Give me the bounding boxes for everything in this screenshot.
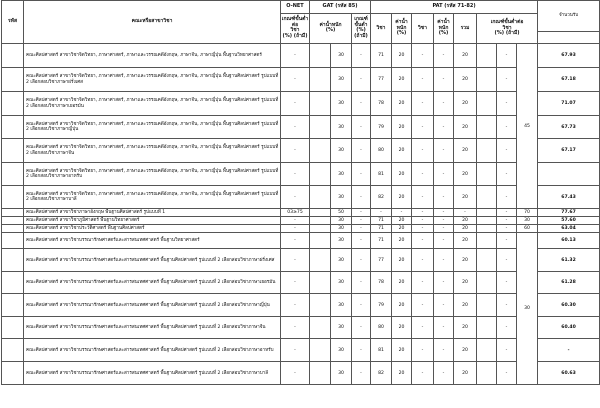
pat-total: 20 — [454, 272, 477, 294]
pat-spacer-1 — [477, 209, 497, 217]
pat-subject-2: - — [412, 217, 434, 225]
pat-weight: 20 — [392, 317, 412, 339]
pat-min: - — [497, 139, 517, 163]
pat-weight-2: - — [434, 217, 454, 225]
pat-subject: 81 — [371, 163, 392, 186]
pat-subject: - — [371, 209, 392, 217]
gat-min: - — [352, 233, 371, 249]
pat-subject-2: - — [412, 92, 434, 116]
header-gat-min — [352, 13, 371, 44]
pat-weight: 20 — [392, 163, 412, 186]
pat-weight: 20 — [392, 217, 412, 225]
min-score: 60.40 — [538, 317, 600, 339]
faculty-name: คณะศิลปศาสตร์ สาขาวิชาบรรณารักษศาสตร์และสารสนเทศศาสตร์ พื้นฐานศิลปศาสตร์ รูปแบบที่ 2 เลือกสอบวิชาภาษาฝรั่งเศส — [24, 249, 281, 272]
pat-total: 20 — [454, 233, 477, 249]
faculty-name: คณะศิลปศาสตร์ สาขาวิชาประวัติศาสตร์ พื้นฐานศิลปศาสตร์ — [24, 225, 281, 233]
faculty-name: คณะศิลปศาสตร์ สาขาวิชาบรรณารักษศาสตร์และสารสนเทศศาสตร์ พื้นฐานศิลปศาสตร์ รูปแบบที่ 2 เลือกสอบวิชาภาษาจีน — [24, 317, 281, 339]
gat-weight: 50 — [331, 209, 352, 217]
table-row — [2, 249, 600, 272]
pat-total: 20 — [454, 249, 477, 272]
pat-spacer-1 — [477, 186, 497, 209]
pat-weight: 20 — [392, 339, 412, 362]
pat-spacer-1 — [477, 217, 497, 225]
gat-spacer — [310, 116, 331, 139]
pat-total: 20 — [454, 139, 477, 163]
pat-spacer-1 — [477, 44, 497, 68]
min-score: 67.43 — [538, 186, 600, 209]
pat-min: - — [497, 209, 517, 217]
seats-merged-1: 45 — [517, 44, 538, 209]
pat-spacer-1 — [477, 116, 497, 139]
pat-subject: 79 — [371, 116, 392, 139]
gat-min: - — [352, 44, 371, 68]
faculty-name: คณะศิลปศาสตร์ สาขาวิชาบรรณารักษศาสตร์และสารสนเทศศาสตร์ พื้นฐานศิลปศาสตร์ รูปแบบที่ 2 เลือกสอบวิชาภาษาอาหรับ — [24, 339, 281, 362]
pat-weight: 20 — [392, 116, 412, 139]
code-cell — [2, 362, 24, 385]
gat-min: - — [352, 249, 371, 272]
min-score: 77.67 — [538, 209, 600, 217]
pat-min: - — [497, 92, 517, 116]
faculty-name: คณะศิลปศาสตร์ สาขาวิชาบรรณารักษศาสตร์และสารสนเทศศาสตร์ พื้นฐานวิทยาศาสตร์ — [24, 233, 281, 249]
faculty-name: คณะศิลปศาสตร์ สาขาวิชาจิตวิทยา, ภาษาศาสตร์, ภาษาและวรรณคดีอังกฤษ, ภาษาจีน, ภาษาญี่ปุ่น พื้นฐานศิลปศาสตร์ รูปแบบที่ 2 เลือกสอบวิชาภาษาจีน — [24, 139, 281, 163]
gat-min: - — [352, 317, 371, 339]
pat-subject: 71 — [371, 233, 392, 249]
pat-weight-2: - — [434, 68, 454, 92]
pat-subject-2: - — [412, 362, 434, 385]
header-onet: O-NET — [281, 1, 310, 14]
onet-min: - — [281, 225, 310, 233]
header-seats: จำนวนรับ — [538, 1, 600, 32]
pat-spacer-1 — [477, 272, 497, 294]
header-gat-weight-unit: (%) — [325, 27, 336, 34]
pat-total: - — [454, 209, 477, 217]
onet-min: - — [281, 68, 310, 92]
pat-total: 20 — [454, 68, 477, 92]
header-pat-weight-2-label: ค่าน้ำหนัก — [437, 18, 450, 31]
pat-weight-2: - — [434, 294, 454, 317]
pat-weight-2: - — [434, 44, 454, 68]
pat-spacer-1 — [477, 362, 497, 385]
pat-weight: 20 — [392, 68, 412, 92]
gat-spacer — [310, 217, 331, 225]
table-row — [2, 339, 600, 362]
pat-min: - — [497, 116, 517, 139]
table-row — [2, 362, 600, 385]
pat-subject: 71 — [371, 217, 392, 225]
gat-spacer — [310, 68, 331, 92]
header-onet-min-unit: (%) (ถ้ามี) — [282, 33, 308, 40]
table-row — [2, 92, 600, 116]
gat-min: - — [352, 139, 371, 163]
pat-min: - — [497, 68, 517, 92]
gat-min: - — [352, 272, 371, 294]
pat-total: 20 — [454, 339, 477, 362]
pat-subject-2: - — [412, 233, 434, 249]
pat-total: 20 — [454, 317, 477, 339]
seats-cell: 60 — [517, 225, 538, 233]
min-score: 60.30 — [538, 294, 600, 317]
header-pat-weight-1-label: ค่าน้ำหนัก — [395, 18, 408, 31]
pat-weight: 20 — [392, 249, 412, 272]
seats-merged-2: 30 — [517, 233, 538, 385]
pat-subject-2: - — [412, 44, 434, 68]
pat-weight: 20 — [392, 362, 412, 385]
table-row — [2, 317, 600, 339]
pat-subject: 78 — [371, 92, 392, 116]
pat-spacer-1 — [477, 92, 497, 116]
header-seats-blank — [538, 31, 600, 44]
header-pat-min-mid: วิชา — [502, 24, 512, 31]
gat-min: - — [352, 339, 371, 362]
code-cell — [2, 225, 24, 233]
table-row — [2, 233, 600, 249]
gat-weight: 30 — [331, 163, 352, 186]
gat-spacer — [310, 272, 331, 294]
admission-table — [1, 0, 600, 385]
pat-weight-2: - — [434, 272, 454, 294]
table-row — [2, 139, 600, 163]
pat-subject-2: - — [412, 249, 434, 272]
header-pat: PAT (รหัส 71-82) — [371, 1, 538, 14]
pat-spacer-1 — [477, 68, 497, 92]
min-score: 67.93 — [538, 44, 600, 68]
pat-weight: 20 — [392, 294, 412, 317]
pat-spacer-1 — [477, 339, 497, 362]
header-gat-min-label: เกณฑ์ขั้นต่ำ — [354, 15, 368, 28]
pat-subject: 71 — [371, 225, 392, 233]
header-gat-weight — [310, 13, 352, 44]
pat-weight: 20 — [392, 233, 412, 249]
pat-spacer-1 — [477, 225, 497, 233]
min-score: 67.18 — [538, 68, 600, 92]
header-pat-min-top: เกณฑ์ขั้นต่ำต่อ — [490, 18, 524, 25]
gat-spacer — [310, 92, 331, 116]
min-score: 71.07 — [538, 92, 600, 116]
gat-weight: 30 — [331, 92, 352, 116]
pat-total: 20 — [454, 362, 477, 385]
pat-subject: 77 — [371, 68, 392, 92]
pat-subject: 77 — [371, 249, 392, 272]
faculty-name: คณะศิลปศาสตร์ สาขาวิชาจิตวิทยา, ภาษาศาสตร์, ภาษาและวรรณคดีอังกฤษ, ภาษาจีน, ภาษาญี่ปุ่น พื้นฐานศิลปศาสตร์ รูปแบบที่ 2 เลือกสอบวิชาภาษาบาลี — [24, 186, 281, 209]
header-pat-total: รวม — [454, 13, 477, 44]
header-onet-min-top: เกณฑ์ขั้นต่ำต่อ — [281, 15, 309, 28]
header-gat-min-unit: (%) (ถ้ามี) — [354, 27, 368, 40]
header-pat-weight-2 — [434, 13, 454, 44]
gat-spacer — [310, 225, 331, 233]
onet-min: - — [281, 339, 310, 362]
pat-weight-2: - — [434, 249, 454, 272]
gat-spacer — [310, 362, 331, 385]
pat-weight: - — [392, 209, 412, 217]
gat-weight: 30 — [331, 139, 352, 163]
pat-subject-2: - — [412, 186, 434, 209]
header-pat-weight-1 — [392, 13, 412, 44]
header-onet-min-mid: วิชา — [290, 27, 300, 34]
code-cell — [2, 249, 24, 272]
code-cell — [2, 92, 24, 116]
pat-spacer-1 — [477, 294, 497, 317]
pat-subject: 81 — [371, 339, 392, 362]
onet-min: - — [281, 116, 310, 139]
min-score: - — [538, 339, 600, 362]
onet-min: - — [281, 186, 310, 209]
pat-min: - — [497, 44, 517, 68]
header-pat-subject-1: วิชา — [371, 13, 392, 44]
pat-subject-2: - — [412, 225, 434, 233]
min-score: 67.73 — [538, 116, 600, 139]
pat-weight: 20 — [392, 44, 412, 68]
pat-spacer-1 — [477, 233, 497, 249]
pat-total: 20 — [454, 44, 477, 68]
gat-weight: 30 — [331, 249, 352, 272]
pat-weight-2: - — [434, 116, 454, 139]
header-pat-min — [477, 13, 538, 44]
code-cell — [2, 163, 24, 186]
pat-subject-2: - — [412, 317, 434, 339]
pat-subject: 80 — [371, 317, 392, 339]
gat-min: - — [352, 186, 371, 209]
pat-min: - — [497, 362, 517, 385]
faculty-name: คณะศิลปศาสตร์ สาขาวิชาบรรณารักษศาสตร์และสารสนเทศศาสตร์ พื้นฐานศิลปศาสตร์ รูปแบบที่ 2 เลือกสอบวิชาภาษาเยอรมัน — [24, 272, 281, 294]
pat-spacer-1 — [477, 249, 497, 272]
pat-subject-2: - — [412, 163, 434, 186]
pat-weight-2: - — [434, 163, 454, 186]
pat-spacer-1 — [477, 163, 497, 186]
header-faculty: คณะหรือสาขาวิชา — [24, 1, 281, 44]
faculty-name: คณะศิลปศาสตร์ สาขาวิชาภาษาอังกฤษ พื้นฐานศิลปศาสตร์ รูปแบบที่ 1 — [24, 209, 281, 217]
pat-weight-2: - — [434, 362, 454, 385]
gat-spacer — [310, 44, 331, 68]
faculty-name: คณะศิลปศาสตร์ สาขาวิชาบรรณารักษศาสตร์และสารสนเทศศาสตร์ พื้นฐานศิลปศาสตร์ รูปแบบที่ 2 เลือกสอบวิชาภาษาบาลี — [24, 362, 281, 385]
gat-spacer — [310, 317, 331, 339]
code-cell — [2, 339, 24, 362]
gat-min: - — [352, 163, 371, 186]
pat-min: - — [497, 317, 517, 339]
header-gat-weight-label: ค่าน้ำหนัก — [319, 21, 342, 28]
header-pat-min-unit: (%) (ถ้ามี) — [494, 30, 520, 37]
onet-min: - — [281, 362, 310, 385]
pat-min: - — [497, 163, 517, 186]
pat-weight-2: - — [434, 139, 454, 163]
pat-subject: 82 — [371, 362, 392, 385]
onet-min: - — [281, 44, 310, 68]
code-cell — [2, 116, 24, 139]
pat-subject-2: - — [412, 272, 434, 294]
pat-subject-2: - — [412, 339, 434, 362]
pat-subject-2: - — [412, 139, 434, 163]
onet-min: - — [281, 92, 310, 116]
faculty-name: คณะศิลปศาสตร์ สาขาวิชาจิตวิทยา, ภาษาศาสตร์, ภาษาและวรรณคดีอังกฤษ, ภาษาจีน, ภาษาญี่ปุ่น พื้นฐานศิลปศาสตร์ รูปแบบที่ 2 เลือกสอบวิชาภาษาฝรั่งเศส — [24, 68, 281, 92]
code-cell — [2, 233, 24, 249]
code-cell — [2, 317, 24, 339]
min-score: 63.04 — [538, 225, 600, 233]
min-score: 60.13 — [538, 233, 600, 249]
onet-min: - — [281, 249, 310, 272]
gat-weight: 30 — [331, 362, 352, 385]
gat-weight: 30 — [331, 294, 352, 317]
min-score: 57.60 — [538, 217, 600, 225]
pat-min: - — [497, 339, 517, 362]
pat-total: 20 — [454, 116, 477, 139]
table-row — [2, 68, 600, 92]
gat-weight: 30 — [331, 272, 352, 294]
faculty-name: คณะศิลปศาสตร์ สาขาวิชาจิตวิทยา, ภาษาศาสตร์, ภาษาและวรรณคดีอังกฤษ, ภาษาจีน, ภาษาญี่ปุ่น พื้นฐานศิลปศาสตร์ รูปแบบที่ 2 เลือกสอบวิชาภาษาเยอรมัน — [24, 92, 281, 116]
gat-spacer — [310, 249, 331, 272]
header-pat-subject-2: วิชา — [412, 13, 434, 44]
pat-min: - — [497, 186, 517, 209]
pat-min: - — [497, 294, 517, 317]
table-row — [2, 225, 600, 233]
pat-spacer-1 — [477, 317, 497, 339]
pat-total: 20 — [454, 186, 477, 209]
gat-min: - — [352, 68, 371, 92]
min-score: 61.28 — [538, 272, 600, 294]
pat-subject-2: - — [412, 68, 434, 92]
pat-min: - — [497, 249, 517, 272]
onet-min: - — [281, 139, 310, 163]
gat-weight: 30 — [331, 317, 352, 339]
gat-spacer — [310, 339, 331, 362]
onet-min: - — [281, 272, 310, 294]
header-gat: GAT (รหัส 85) — [310, 1, 371, 14]
pat-weight-2: - — [434, 339, 454, 362]
pat-weight: 20 — [392, 139, 412, 163]
table-row — [2, 186, 600, 209]
onet-min: - — [281, 317, 310, 339]
pat-total: 20 — [454, 92, 477, 116]
pat-subject: 82 — [371, 186, 392, 209]
min-score: 61.32 — [538, 249, 600, 272]
gat-weight: 30 — [331, 233, 352, 249]
gat-spacer — [310, 233, 331, 249]
table-row — [2, 163, 600, 186]
gat-spacer — [310, 209, 331, 217]
pat-subject: 71 — [371, 44, 392, 68]
pat-weight: 20 — [392, 225, 412, 233]
seats-cell: 30 — [517, 217, 538, 225]
faculty-name: คณะศิลปศาสตร์ สาขาวิชาภูมิศาสตร์ พื้นฐานวิทยาศาสตร์ — [24, 217, 281, 225]
gat-weight: 30 — [331, 186, 352, 209]
gat-spacer — [310, 294, 331, 317]
pat-min: - — [497, 217, 517, 225]
pat-subject-2: - — [412, 116, 434, 139]
pat-weight: 20 — [392, 92, 412, 116]
pat-subject-2: - — [412, 294, 434, 317]
header-onet-min — [281, 13, 310, 44]
gat-weight: 30 — [331, 44, 352, 68]
table-row — [2, 294, 600, 317]
code-cell — [2, 294, 24, 317]
gat-min: - — [352, 217, 371, 225]
onet-min: - — [281, 217, 310, 225]
code-cell — [2, 272, 24, 294]
code-cell — [2, 217, 24, 225]
gat-weight: 30 — [331, 68, 352, 92]
gat-min: - — [352, 92, 371, 116]
min-score: 67.17 — [538, 139, 600, 163]
table-row — [2, 44, 600, 68]
gat-weight: 30 — [331, 116, 352, 139]
pat-min: - — [497, 233, 517, 249]
pat-weight-2: - — [434, 225, 454, 233]
pat-total: 20 — [454, 294, 477, 317]
min-score: 60.63 — [538, 362, 600, 385]
gat-spacer — [310, 163, 331, 186]
code-cell — [2, 209, 24, 217]
faculty-name: คณะศิลปศาสตร์ สาขาวิชาบรรณารักษศาสตร์และสารสนเทศศาสตร์ พื้นฐานศิลปศาสตร์ รูปแบบที่ 2 เลือกสอบวิชาภาษาญี่ปุ่น — [24, 294, 281, 317]
min-score — [538, 163, 600, 186]
pat-total: 20 — [454, 217, 477, 225]
onet-min: - — [281, 294, 310, 317]
faculty-name: คณะศิลปศาสตร์ สาขาวิชาจิตวิทยา, ภาษาศาสตร์, ภาษาและวรรณคดีอังกฤษ, ภาษาจีน, ภาษาญี่ปุ่น พื้นฐานศิลปศาสตร์ รูปแบบที่ 2 เลือกสอบวิชาภาษาอาหรับ — [24, 163, 281, 186]
onet-min: - — [281, 233, 310, 249]
gat-weight: 30 — [331, 339, 352, 362]
onet-min: - — [281, 163, 310, 186]
table-row — [2, 209, 600, 217]
gat-spacer — [310, 139, 331, 163]
header-pat-weight-2-unit: (%) — [438, 30, 449, 37]
gat-min: - — [352, 362, 371, 385]
code-cell — [2, 44, 24, 68]
seats-cell: 70 — [517, 209, 538, 217]
pat-total: 20 — [454, 225, 477, 233]
code-cell — [2, 186, 24, 209]
gat-min: - — [352, 209, 371, 217]
pat-weight-2: - — [434, 209, 454, 217]
faculty-name: คณะศิลปศาสตร์ สาขาวิชาจิตวิทยา, ภาษาศาสตร์, ภาษาและวรรณคดีอังกฤษ, ภาษาจีน, ภาษาญี่ปุ่น พื้นฐานวิทยาศาสตร์ — [24, 44, 281, 68]
code-cell — [2, 139, 24, 163]
pat-weight-2: - — [434, 233, 454, 249]
pat-subject: 80 — [371, 139, 392, 163]
gat-min: - — [352, 116, 371, 139]
pat-spacer-1 — [477, 139, 497, 163]
pat-weight-2: - — [434, 186, 454, 209]
pat-weight-2: - — [434, 92, 454, 116]
faculty-name: คณะศิลปศาสตร์ สาขาวิชาจิตวิทยา, ภาษาศาสตร์, ภาษาและวรรณคดีอังกฤษ, ภาษาจีน, ภาษาญี่ปุ่น พื้นฐานศิลปศาสตร์ รูปแบบที่ 2 เลือกสอบวิชาภาษาญี่ปุ่น — [24, 116, 281, 139]
pat-weight: 20 — [392, 272, 412, 294]
pat-min: - — [497, 272, 517, 294]
pat-min: - — [497, 225, 517, 233]
code-cell — [2, 68, 24, 92]
pat-subject: 79 — [371, 294, 392, 317]
table-row — [2, 272, 600, 294]
pat-weight: 20 — [392, 186, 412, 209]
table-row — [2, 217, 600, 225]
header-code: รหัส — [2, 1, 24, 44]
header-pat-weight-1-unit: (%) — [396, 30, 407, 37]
onet-min: 03≥75 — [281, 209, 310, 217]
gat-weight: 30 — [331, 225, 352, 233]
gat-min: - — [352, 225, 371, 233]
pat-subject-2: - — [412, 209, 434, 217]
gat-weight: 30 — [331, 217, 352, 225]
gat-min: - — [352, 294, 371, 317]
pat-total: 20 — [454, 163, 477, 186]
pat-weight-2: - — [434, 317, 454, 339]
pat-subject: 78 — [371, 272, 392, 294]
gat-spacer — [310, 186, 331, 209]
table-row — [2, 116, 600, 139]
